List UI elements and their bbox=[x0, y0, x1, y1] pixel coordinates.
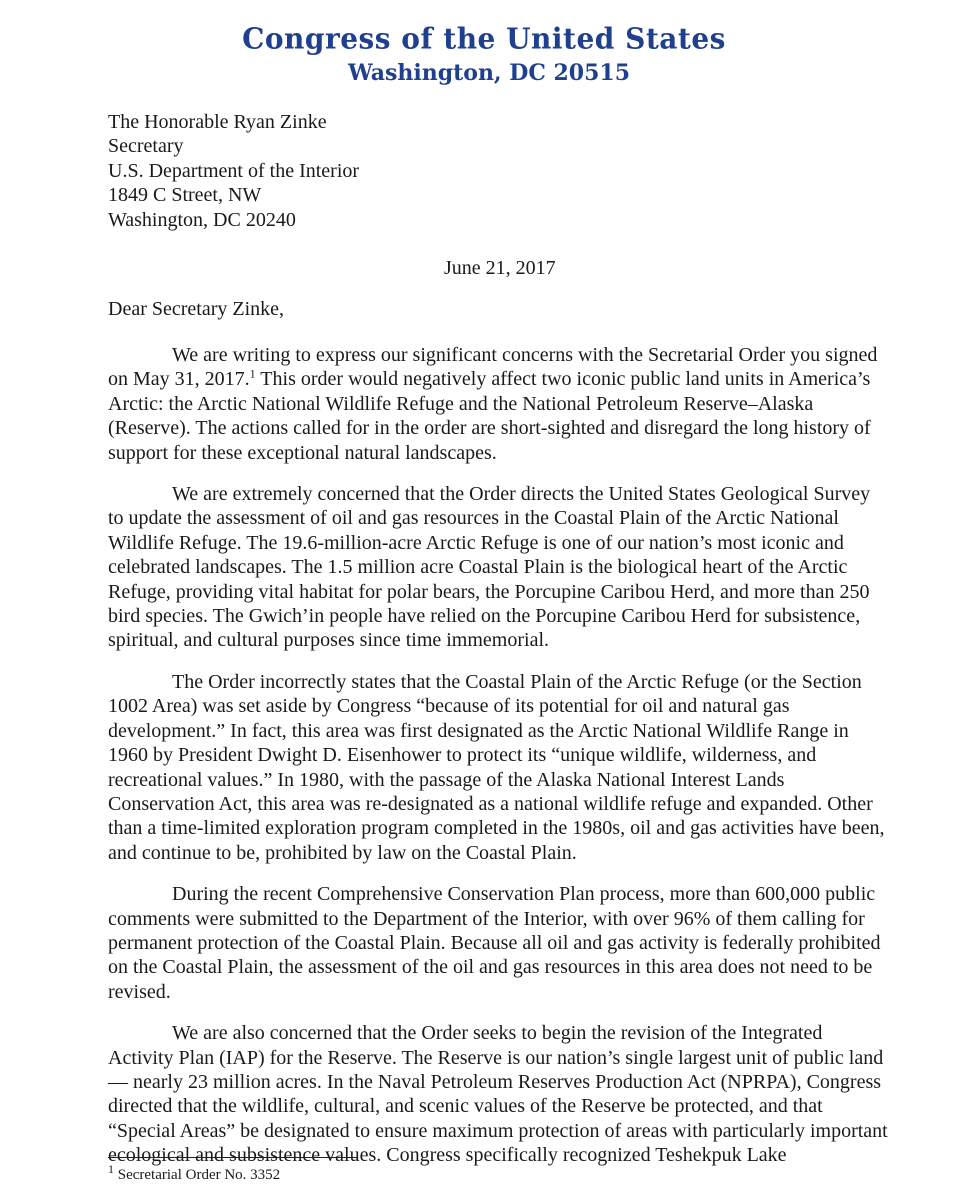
paragraph-4: During the recent Comprehensive Conservation Plan process, more than 600,000 public comments were submitted to the Department of the Interior, with over 96% of them calling for permanent protection of the Coastal Plain. Because all oil and gas activity is federally prohibited on the Coastal Plain, the assessment of the oil and gas resources in this area does not need to be revised. bbox=[108, 883, 881, 1003]
recipient-title: Secretary bbox=[108, 135, 184, 158]
footnote bbox=[108, 1162, 281, 1184]
recipient-address-block bbox=[108, 110, 359, 232]
salutation: Dear Secretary Zinke, bbox=[108, 298, 285, 320]
recipient-street: 1849 C Street, NW bbox=[108, 184, 262, 207]
recipient-city: Washington, DC 20240 bbox=[108, 208, 296, 231]
paragraph-1-text-b: This order would negatively affect two iconic public land units in America’s Arctic: the Arctic National Wildlife Refuge and the National Petroleum Reserve–Alaska (Reserve). The actions called for in the order are short-sighted and disregard the long history of support for these exceptional natural landscapes. bbox=[108, 368, 871, 464]
letter-body bbox=[108, 343, 888, 1185]
paragraph-2: We are extremely concerned that the Order directs the United States Geological Survey to update the assessment of oil and gas resources in the Coastal Plain of the Arctic National Wildlife Refuge. The 19.6-million-acre Arctic Refuge is one of our nation’s most iconic and celebrated landscapes. The 1.5 million acre Coastal Plain is the biological heart of the Arctic Refuge, providing vital habitat for polar bears, the Porcupine Caribou Herd, and more than 250 bird species. The Gwich’in people have relied on the Porcupine Caribou Herd for subsistence, spiritual, and cultural purposes since time immemorial. bbox=[108, 483, 871, 652]
recipient-name: The Honorable Ryan Zinke bbox=[108, 111, 327, 133]
paragraph-5: We are also concerned that the Order seeks to begin the revision of the Integrated Activity Plan (IAP) for the Reserve. The Reserve is our nation’s single largest unit of public land — nearly 23 million acres. In the Naval Petroleum Reserves Production Act (NPRPA), Congress directed that the wildlife, cultural, and scenic values of the Reserve be protected, and that “Special Areas” be designated to ensure maximum protection of areas with particularly important ecological and subsistence values. Congress specifically recognized Teshekpuk Lake bbox=[108, 1022, 888, 1167]
letterhead bbox=[0, 22, 968, 86]
footnote-text: Secretarial Order No. 3352 bbox=[114, 1167, 281, 1183]
letterhead-address: Washington, DC 20515 bbox=[347, 60, 631, 86]
letter-date: June 21, 2017 bbox=[444, 257, 556, 279]
recipient-department: U.S. Department of the Interior bbox=[108, 159, 360, 182]
paragraph-3: The Order incorrectly states that the Coastal Plain of the Arctic Refuge (or the Section 1002 Area) was set aside by Congress “because of its potential for oil and natural gas development.” In fact, this area was first designated as the Arctic National Wildlife Range in 1960 by President Dwight D. Eisenhower to protect its “unique wildlife, wilderness, and recreational values.” In 1980, with the passage of the Alaska National Interest Lands Conservation Act, this area was re-designated as a national wildlife refuge and expanded. Other than a time-limited exploration program completed in the 1980s, oil and gas activities have been, and continue to be, prohibited by law on the Coastal Plain. bbox=[108, 670, 885, 864]
footnote-divider bbox=[108, 1157, 358, 1158]
letterhead-title: Congress of the United States bbox=[242, 21, 726, 56]
footnote-number: 1 bbox=[108, 1162, 114, 1176]
paragraph-1-text-a: We are writing to express our significant concerns with the Secretarial Order you signed on May 31, 2017. bbox=[108, 344, 878, 391]
paragraph-1 bbox=[108, 343, 888, 465]
footnote-reference: 1 bbox=[249, 366, 256, 381]
